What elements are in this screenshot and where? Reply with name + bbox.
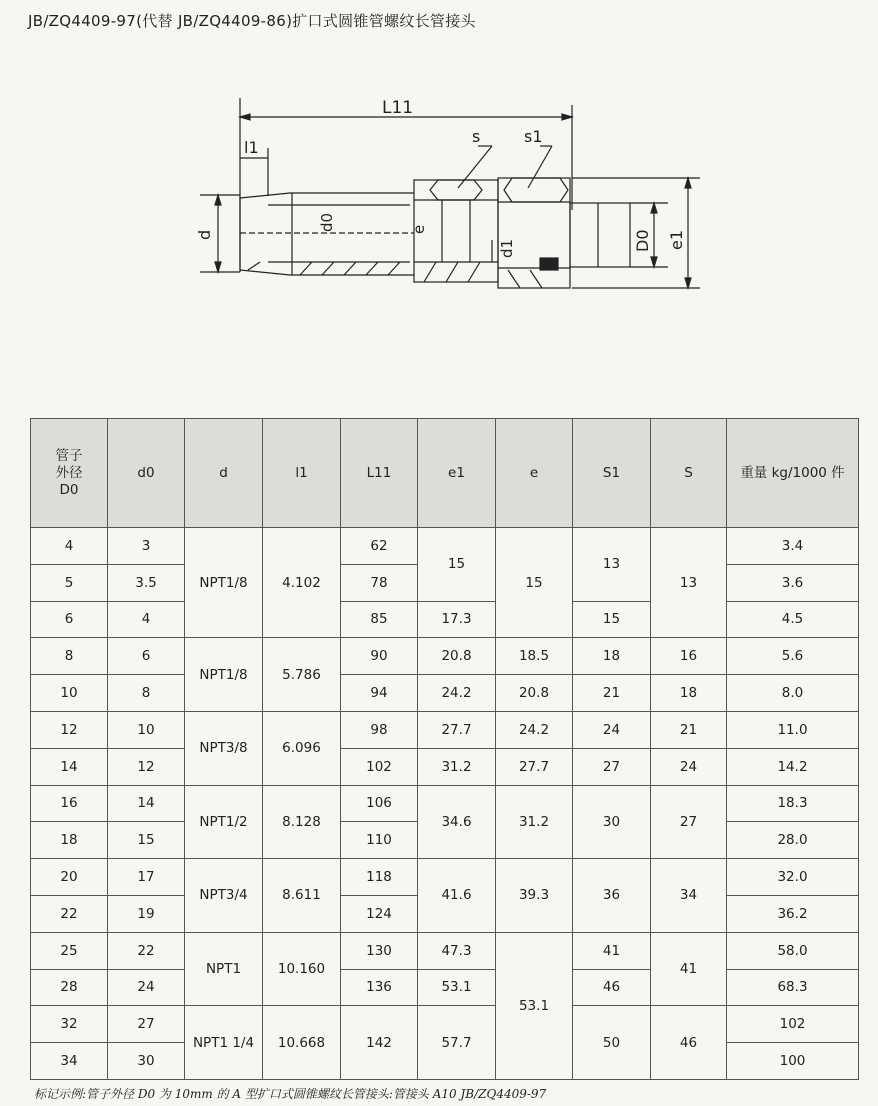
cell-d: NPT3/8	[185, 711, 263, 785]
label-d0: d0	[318, 212, 336, 232]
table-row	[31, 601, 859, 638]
cell-d0: 12	[108, 748, 185, 785]
table-row	[31, 969, 859, 1006]
cell-e: 18.5	[496, 638, 573, 675]
cell-l1: 10.160	[263, 932, 341, 1006]
cell-weight: 102	[727, 1006, 859, 1043]
cell-e1: 27.7	[418, 711, 496, 748]
cell-weight: 28.0	[727, 822, 859, 859]
cell-d0: 15	[108, 822, 185, 859]
cell-e: 31.2	[496, 785, 573, 859]
header-S1: S1	[573, 419, 651, 528]
cell-weight: 11.0	[727, 711, 859, 748]
label-e: e	[410, 224, 428, 234]
table-row	[31, 675, 859, 712]
cell-e: 15	[496, 528, 573, 638]
cell-D0: 18	[31, 822, 108, 859]
cell-weight: 100	[727, 1043, 859, 1080]
label-e1: e1	[667, 229, 686, 250]
cell-e1: 15	[418, 528, 496, 602]
header-S: S	[651, 419, 727, 528]
cell-e: 39.3	[496, 859, 573, 933]
cell-S: 34	[651, 859, 727, 933]
cell-S1: 46	[573, 969, 651, 1006]
header-weight: 重量 kg/1000 件	[727, 419, 859, 528]
cell-D0: 8	[31, 638, 108, 675]
header-d0: d0	[108, 419, 185, 528]
cell-weight: 32.0	[727, 859, 859, 896]
cell-d0: 3.5	[108, 564, 185, 601]
cell-D0: 5	[31, 564, 108, 601]
cell-D0: 28	[31, 969, 108, 1006]
cell-L11: 85	[341, 601, 418, 638]
cell-l1: 8.611	[263, 859, 341, 933]
cell-e1: 31.2	[418, 748, 496, 785]
cell-d0: 8	[108, 675, 185, 712]
cell-S: 16	[651, 638, 727, 675]
cell-D0: 32	[31, 1006, 108, 1043]
cell-L11: 78	[341, 564, 418, 601]
cell-S: 21	[651, 711, 727, 748]
cell-e: 20.8	[496, 675, 573, 712]
cell-L11: 136	[341, 969, 418, 1006]
table-row	[31, 932, 859, 969]
cell-L11: 142	[341, 1006, 418, 1080]
cell-d0: 4	[108, 601, 185, 638]
label-l1: l1	[244, 138, 259, 157]
cell-e: 53.1	[496, 932, 573, 1079]
cell-l1: 4.102	[263, 528, 341, 638]
cell-L11: 124	[341, 895, 418, 932]
cell-S: 41	[651, 932, 727, 1006]
table-row	[31, 748, 859, 785]
cell-S: 46	[651, 1006, 727, 1080]
cell-L11: 106	[341, 785, 418, 822]
table-row	[31, 1006, 859, 1043]
cell-S1: 18	[573, 638, 651, 675]
cell-d0: 24	[108, 969, 185, 1006]
cell-L11: 130	[341, 932, 418, 969]
table-row	[31, 711, 859, 748]
cell-e1: 24.2	[418, 675, 496, 712]
label-d: d	[195, 229, 214, 240]
cell-D0: 10	[31, 675, 108, 712]
cell-S1: 30	[573, 785, 651, 859]
cell-d0: 3	[108, 528, 185, 565]
cell-L11: 118	[341, 859, 418, 896]
cell-L11: 90	[341, 638, 418, 675]
cell-S: 24	[651, 748, 727, 785]
cell-d0: 22	[108, 932, 185, 969]
cell-d: NPT1/8	[185, 638, 263, 712]
cell-d0: 17	[108, 859, 185, 896]
cell-D0: 34	[31, 1043, 108, 1080]
cell-D0: 25	[31, 932, 108, 969]
cell-weight: 3.4	[727, 528, 859, 565]
cell-d: NPT1/8	[185, 528, 263, 638]
cell-e1: 57.7	[418, 1006, 496, 1080]
cell-L11: 62	[341, 528, 418, 565]
cell-weight: 4.5	[727, 601, 859, 638]
cell-S1: 24	[573, 711, 651, 748]
cell-D0: 16	[31, 785, 108, 822]
cell-l1: 8.128	[263, 785, 341, 859]
cell-D0: 22	[31, 895, 108, 932]
cell-S: 13	[651, 528, 727, 638]
cell-d0: 27	[108, 1006, 185, 1043]
cell-D0: 6	[31, 601, 108, 638]
label-L11: L11	[382, 98, 414, 118]
cell-l1: 6.096	[263, 711, 341, 785]
header-e1: e1	[418, 419, 496, 528]
cell-L11: 94	[341, 675, 418, 712]
cell-D0: 12	[31, 711, 108, 748]
label-s1: s1	[524, 127, 543, 146]
cell-e: 27.7	[496, 748, 573, 785]
cell-D0: 4	[31, 528, 108, 565]
cell-l1: 5.786	[263, 638, 341, 712]
header-D0-line1: 管子	[55, 447, 83, 464]
table-row	[31, 785, 859, 822]
header-D0-line2: 外径	[55, 464, 83, 481]
cell-e1: 41.6	[418, 859, 496, 933]
cell-e1: 53.1	[418, 969, 496, 1006]
cell-weight: 68.3	[727, 969, 859, 1006]
cell-L11: 102	[341, 748, 418, 785]
cell-S1: 15	[573, 601, 651, 638]
cell-weight: 14.2	[727, 748, 859, 785]
header-d: d	[185, 419, 263, 528]
cell-S1: 27	[573, 748, 651, 785]
cell-D0: 20	[31, 859, 108, 896]
fitting-drawing	[0, 0, 878, 400]
header-L11: L11	[341, 419, 418, 528]
cell-d0: 6	[108, 638, 185, 675]
header-e: e	[496, 419, 573, 528]
label-d1: d1	[498, 238, 516, 258]
table-row	[31, 528, 859, 565]
cell-S1: 13	[573, 528, 651, 602]
label-D0: D0	[633, 229, 652, 252]
marking-example-note: 标记示例:管子外径 D0 为 10mm 的 A 型扩口式圆锥螺纹长管接头:管接头 A10 JB/ZQ4409-97	[34, 1087, 547, 1101]
cell-weight: 8.0	[727, 675, 859, 712]
header-D0	[31, 419, 108, 528]
cell-S: 27	[651, 785, 727, 859]
cell-weight: 36.2	[727, 895, 859, 932]
header-row	[31, 419, 859, 528]
cell-e1: 47.3	[418, 932, 496, 969]
cell-d0: 10	[108, 711, 185, 748]
cell-d0: 30	[108, 1043, 185, 1080]
cell-weight: 3.6	[727, 564, 859, 601]
header-l1: l1	[263, 419, 341, 528]
cell-weight: 58.0	[727, 932, 859, 969]
cell-d: NPT1/2	[185, 785, 263, 859]
cell-weight: 18.3	[727, 785, 859, 822]
cell-S1: 36	[573, 859, 651, 933]
header-D0-line3: D0	[59, 481, 79, 498]
document-title: JB/ZQ4409-97(代替 JB/ZQ4409-86)扩口式圆锥管螺纹长管接头	[28, 12, 476, 30]
cell-L11: 98	[341, 711, 418, 748]
cell-D0: 14	[31, 748, 108, 785]
cell-d: NPT1 1/4	[185, 1006, 263, 1080]
cell-d0: 14	[108, 785, 185, 822]
cell-e1: 20.8	[418, 638, 496, 675]
cell-S: 18	[651, 675, 727, 712]
cell-S1: 41	[573, 932, 651, 969]
label-s: s	[472, 127, 481, 146]
cell-d: NPT1	[185, 932, 263, 1006]
cell-L11: 110	[341, 822, 418, 859]
cell-S1: 21	[573, 675, 651, 712]
cell-l1: 10.668	[263, 1006, 341, 1080]
cell-d: NPT3/4	[185, 859, 263, 933]
cell-e1: 17.3	[418, 601, 496, 638]
cell-e: 24.2	[496, 711, 573, 748]
table-row	[31, 638, 859, 675]
cell-d0: 19	[108, 895, 185, 932]
spec-table	[30, 418, 859, 1080]
cell-S1: 50	[573, 1006, 651, 1080]
table-row	[31, 859, 859, 896]
cell-e1: 34.6	[418, 785, 496, 859]
cell-weight: 5.6	[727, 638, 859, 675]
